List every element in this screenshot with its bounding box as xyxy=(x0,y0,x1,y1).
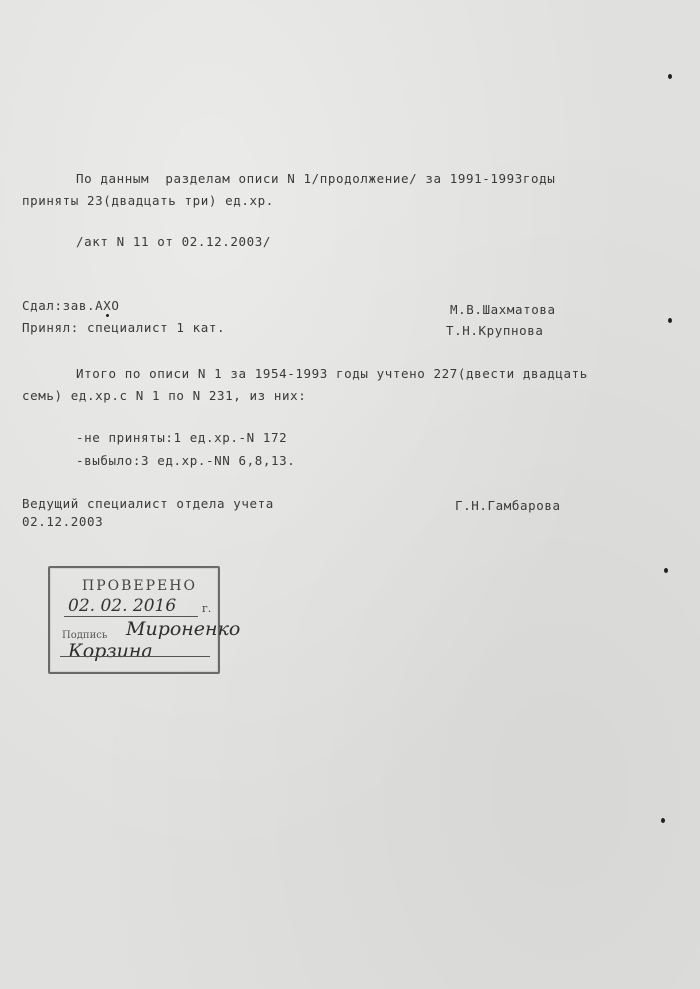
received-name: Т.Н.Крупнова xyxy=(446,323,544,338)
paragraph-line-1: По данным разделам описи N 1/продолжение/ за 1991-1993годы xyxy=(76,171,556,186)
act-reference: /акт N 11 от 02.12.2003/ xyxy=(76,234,272,249)
total-line-2: семь) ед.хр.с N 1 по N 231, из них: xyxy=(22,388,307,403)
stamp-signature-label: Подпись xyxy=(62,630,108,641)
binding-hole-mark xyxy=(664,568,668,573)
lead-specialist-label: Ведущий специалист отдела учета xyxy=(22,496,274,511)
stamp-title: ПРОВЕРЕНО xyxy=(82,578,197,594)
handwritten-signature-2: Корзина xyxy=(68,640,153,662)
binding-hole-mark xyxy=(661,818,665,823)
binding-hole-mark xyxy=(668,318,672,323)
total-line-1: Итого по описи N 1 за 1954-1993 годы учтено 227(двести двадцать xyxy=(76,366,588,381)
ink-speck xyxy=(106,314,109,317)
dropped-line: -выбыло:3 ед.хр.-NN 6,8,13. xyxy=(76,453,296,468)
handed-label: Сдал:зав.АХО xyxy=(22,298,120,313)
not-accepted-line: -не приняты:1 ед.хр.-N 172 xyxy=(76,430,288,445)
received-label: Принял: специалист 1 кат. xyxy=(22,320,226,335)
stamp-date-underline xyxy=(64,616,198,617)
stamp-signature-underline xyxy=(60,656,210,657)
stamp-date: 02. 02. 2016 xyxy=(68,596,177,616)
handed-name: М.В.Шахматова xyxy=(450,302,556,317)
paragraph-line-2: приняты 23(двадцать три) ед.хр. xyxy=(22,193,274,208)
stamp-year-suffix: г. xyxy=(202,602,212,615)
lead-specialist-name: Г.Н.Гамбарова xyxy=(455,498,561,513)
handwritten-signature-1: Мироненко xyxy=(126,618,241,640)
verified-stamp xyxy=(48,566,241,674)
document-date: 02.12.2003 xyxy=(22,514,104,529)
binding-hole-mark xyxy=(668,74,672,79)
